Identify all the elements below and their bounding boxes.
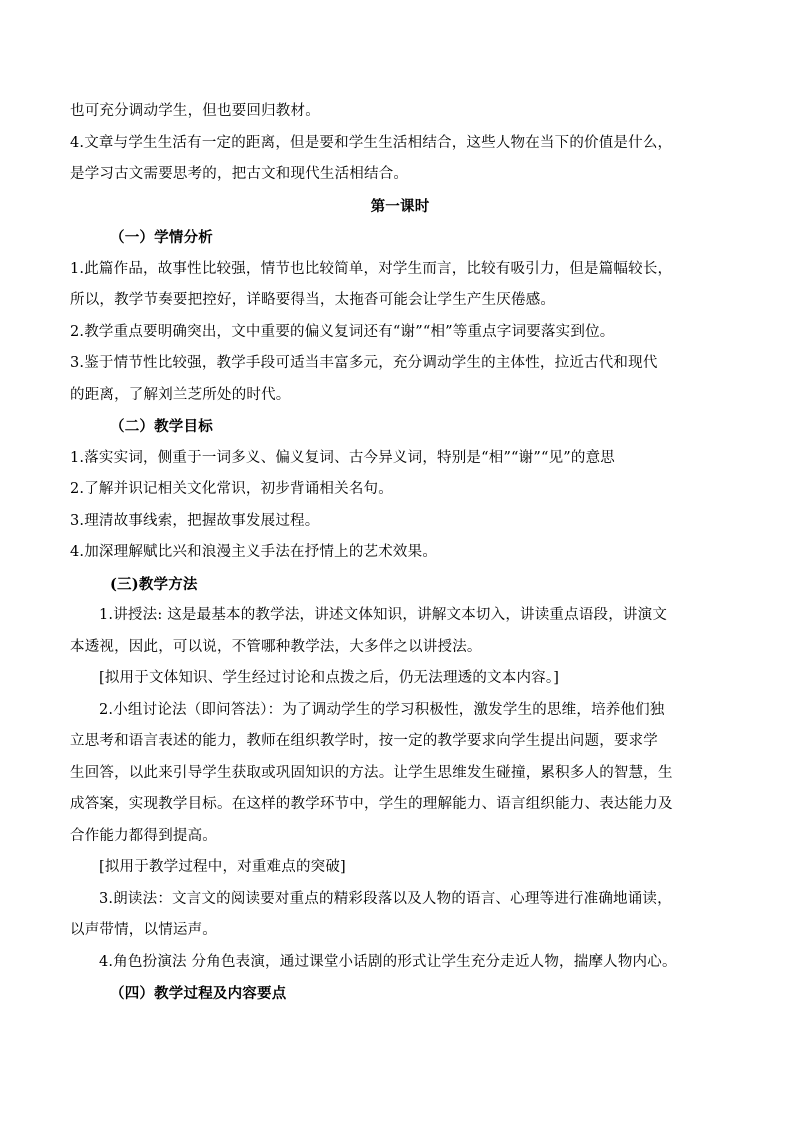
paragraph-line: 生回答，以此来引导学生获取或巩固知识的方法。让学生思维发生碰撞，累积多人的智慧，生 bbox=[70, 764, 673, 781]
paragraph-line: 4.加深理解赋比兴和浪漫主义手法在抒情上的艺术效果。 bbox=[70, 544, 438, 560]
paragraph-line: 1.落实实词，侧重于一词多义、偏义复词、古今异义词，特别是“相”“谢”“见”的意思 bbox=[70, 449, 616, 466]
section-title: 第一课时 bbox=[370, 197, 430, 215]
section-heading-analysis: （一）学情分析 bbox=[110, 229, 213, 246]
paragraph-line: 3.朗读法：文言文的阅读要对重点的精彩段落以及人物的语言、心理等进行准确地诵读， bbox=[99, 890, 672, 907]
paragraph-note: [拟用于教学过程中，对重难点的突破] bbox=[99, 859, 346, 875]
paragraph-line: 合作能力都得到提高。 bbox=[70, 827, 217, 844]
paragraph-line: 的距离，了解刘兰芝所处的时代。 bbox=[70, 386, 291, 403]
paragraph-line: 2.教学重点要明确突出，文中重要的偏义复词还有“谢”“相”等重点字词要落实到位。 bbox=[70, 323, 615, 340]
paragraph-line: 4.文章与学生生活有一定的距离，但是要和学生生活相结合，这些人物在当下的价值是什么， bbox=[70, 134, 673, 151]
paragraph-note: [拟用于文体知识、学生经过讨论和点拨之后，仍无法理透的文本内容。] bbox=[99, 670, 560, 686]
section-heading-methods: (三)教学方法 bbox=[110, 575, 198, 593]
section-heading-process: （四）教学过程及内容要点 bbox=[110, 985, 287, 1002]
paragraph-line: 3.理清故事线索，把握故事发展过程。 bbox=[70, 512, 320, 529]
paragraph-line: 2.小组讨论法（即问答法）：为了调动学生的学习积极性，激发学生的思维，培养他们独 bbox=[99, 701, 665, 718]
paragraph-line: 1.讲授法: 这是最基本的教学法，讲述文体知识，讲解文本切入，讲读重点语段，讲演文 bbox=[99, 607, 668, 623]
section-heading-objectives: （二）教学目标 bbox=[110, 418, 213, 435]
paragraph-line: 所以，教学节奏要把控好，详略要得当，太拖沓可能会让学生产生厌倦感。 bbox=[70, 292, 556, 308]
paragraph-line: 本透视，因此，可以说，不管哪种教学法，大多伴之以讲授法。 bbox=[70, 638, 482, 655]
paragraph-line: 2.了解并识记相关文化常识，初步背诵相关名句。 bbox=[70, 481, 393, 497]
paragraph-line: 3.鉴于情节性比较强，教学手段可适当丰富多元，充分调动学生的主体性，拉近古代和现代 bbox=[70, 355, 658, 371]
paragraph-line: 4.角色扮演法 分角色表演，通过课堂小话剧的形式让学生充分走近人物，揣摩人物内心。 bbox=[99, 953, 677, 970]
paragraph-line: 也可充分调动学生，但也要回归教材。 bbox=[70, 103, 320, 119]
paragraph-line: 是学习古文需要思考的，把古文和现代生活相结合。 bbox=[70, 166, 409, 182]
paragraph-line: 立思考和语言表述的能力，教师在组织教学时，按一定的教学要求向学生提出问题，要求学 bbox=[70, 733, 658, 749]
paragraph-line: 1.此篇作品，故事性比较强，情节也比较简单，对学生而言，比较有吸引力，但是篇幅较长， bbox=[70, 260, 673, 277]
paragraph-line: 成答案，实现教学目标。在这样的教学环节中，学生的理解能力、语言组织能力、表达能力及 bbox=[70, 796, 673, 812]
document-body bbox=[70, 96, 730, 1010]
paragraph-line: 以声带情，以情运声。 bbox=[70, 922, 217, 938]
